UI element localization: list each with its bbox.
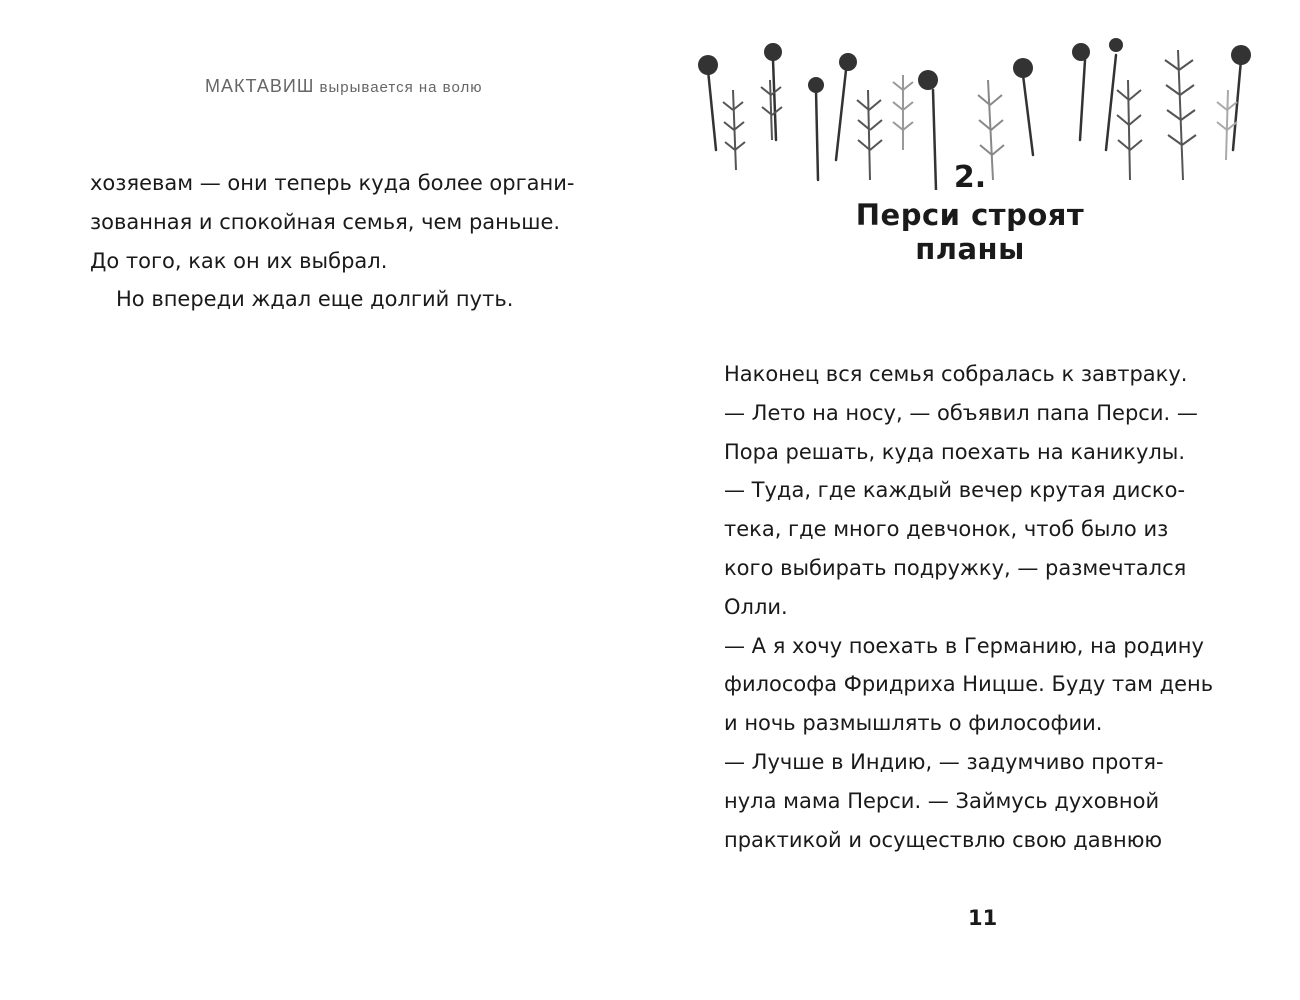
page-number: 11 (968, 906, 998, 930)
running-head-subtitle: вырывается на волю (319, 79, 483, 96)
text-line: Наконец вся семья собралась к завтраку. (724, 362, 1188, 386)
text-line: До того, как он их выбрал. (90, 248, 388, 273)
text-line: — А я хочу поехать в Германию, на родину (724, 633, 1204, 658)
text-line: — Лучше в Индию, — задумчиво протя- (724, 749, 1164, 774)
text-line: и ночь размышлять о философии. (724, 711, 1103, 736)
chapter-number: 2. (953, 160, 987, 195)
text-line: Пора решать, куда поехать на каникулы. (724, 439, 1186, 464)
text-line: философа Фридриха Ницше. Буду там день (724, 672, 1214, 697)
text-line: — Лето на носу, — объявил папа Перси. — (724, 400, 1198, 425)
running-head (205, 76, 482, 97)
text-line: кого выбирать подружку, — размечтался (724, 555, 1187, 580)
text-line: Олли. (724, 594, 788, 619)
chapter-title: Перси строят планы (855, 198, 1085, 266)
text-line: практикой и осуществлю свою давнюю (724, 827, 1163, 852)
text-line: зованная и спокойная семья, чем раньше. (90, 209, 561, 234)
text-line: хозяевам — они теперь куда более органи- (90, 171, 575, 195)
text-line: — Туда, где каждый вечер крутая диско- (724, 478, 1186, 503)
text-line: нула мама Перси. — Займусь духовной (724, 788, 1160, 813)
text-line: Но впереди ждал еще долгий путь. (116, 287, 514, 312)
left-page-text (90, 164, 574, 319)
right-page-text (724, 355, 1213, 859)
running-head-title: МАКТАВИШ (205, 76, 315, 96)
text-line: тека, где много девчонок, чтоб было из (724, 517, 1169, 542)
